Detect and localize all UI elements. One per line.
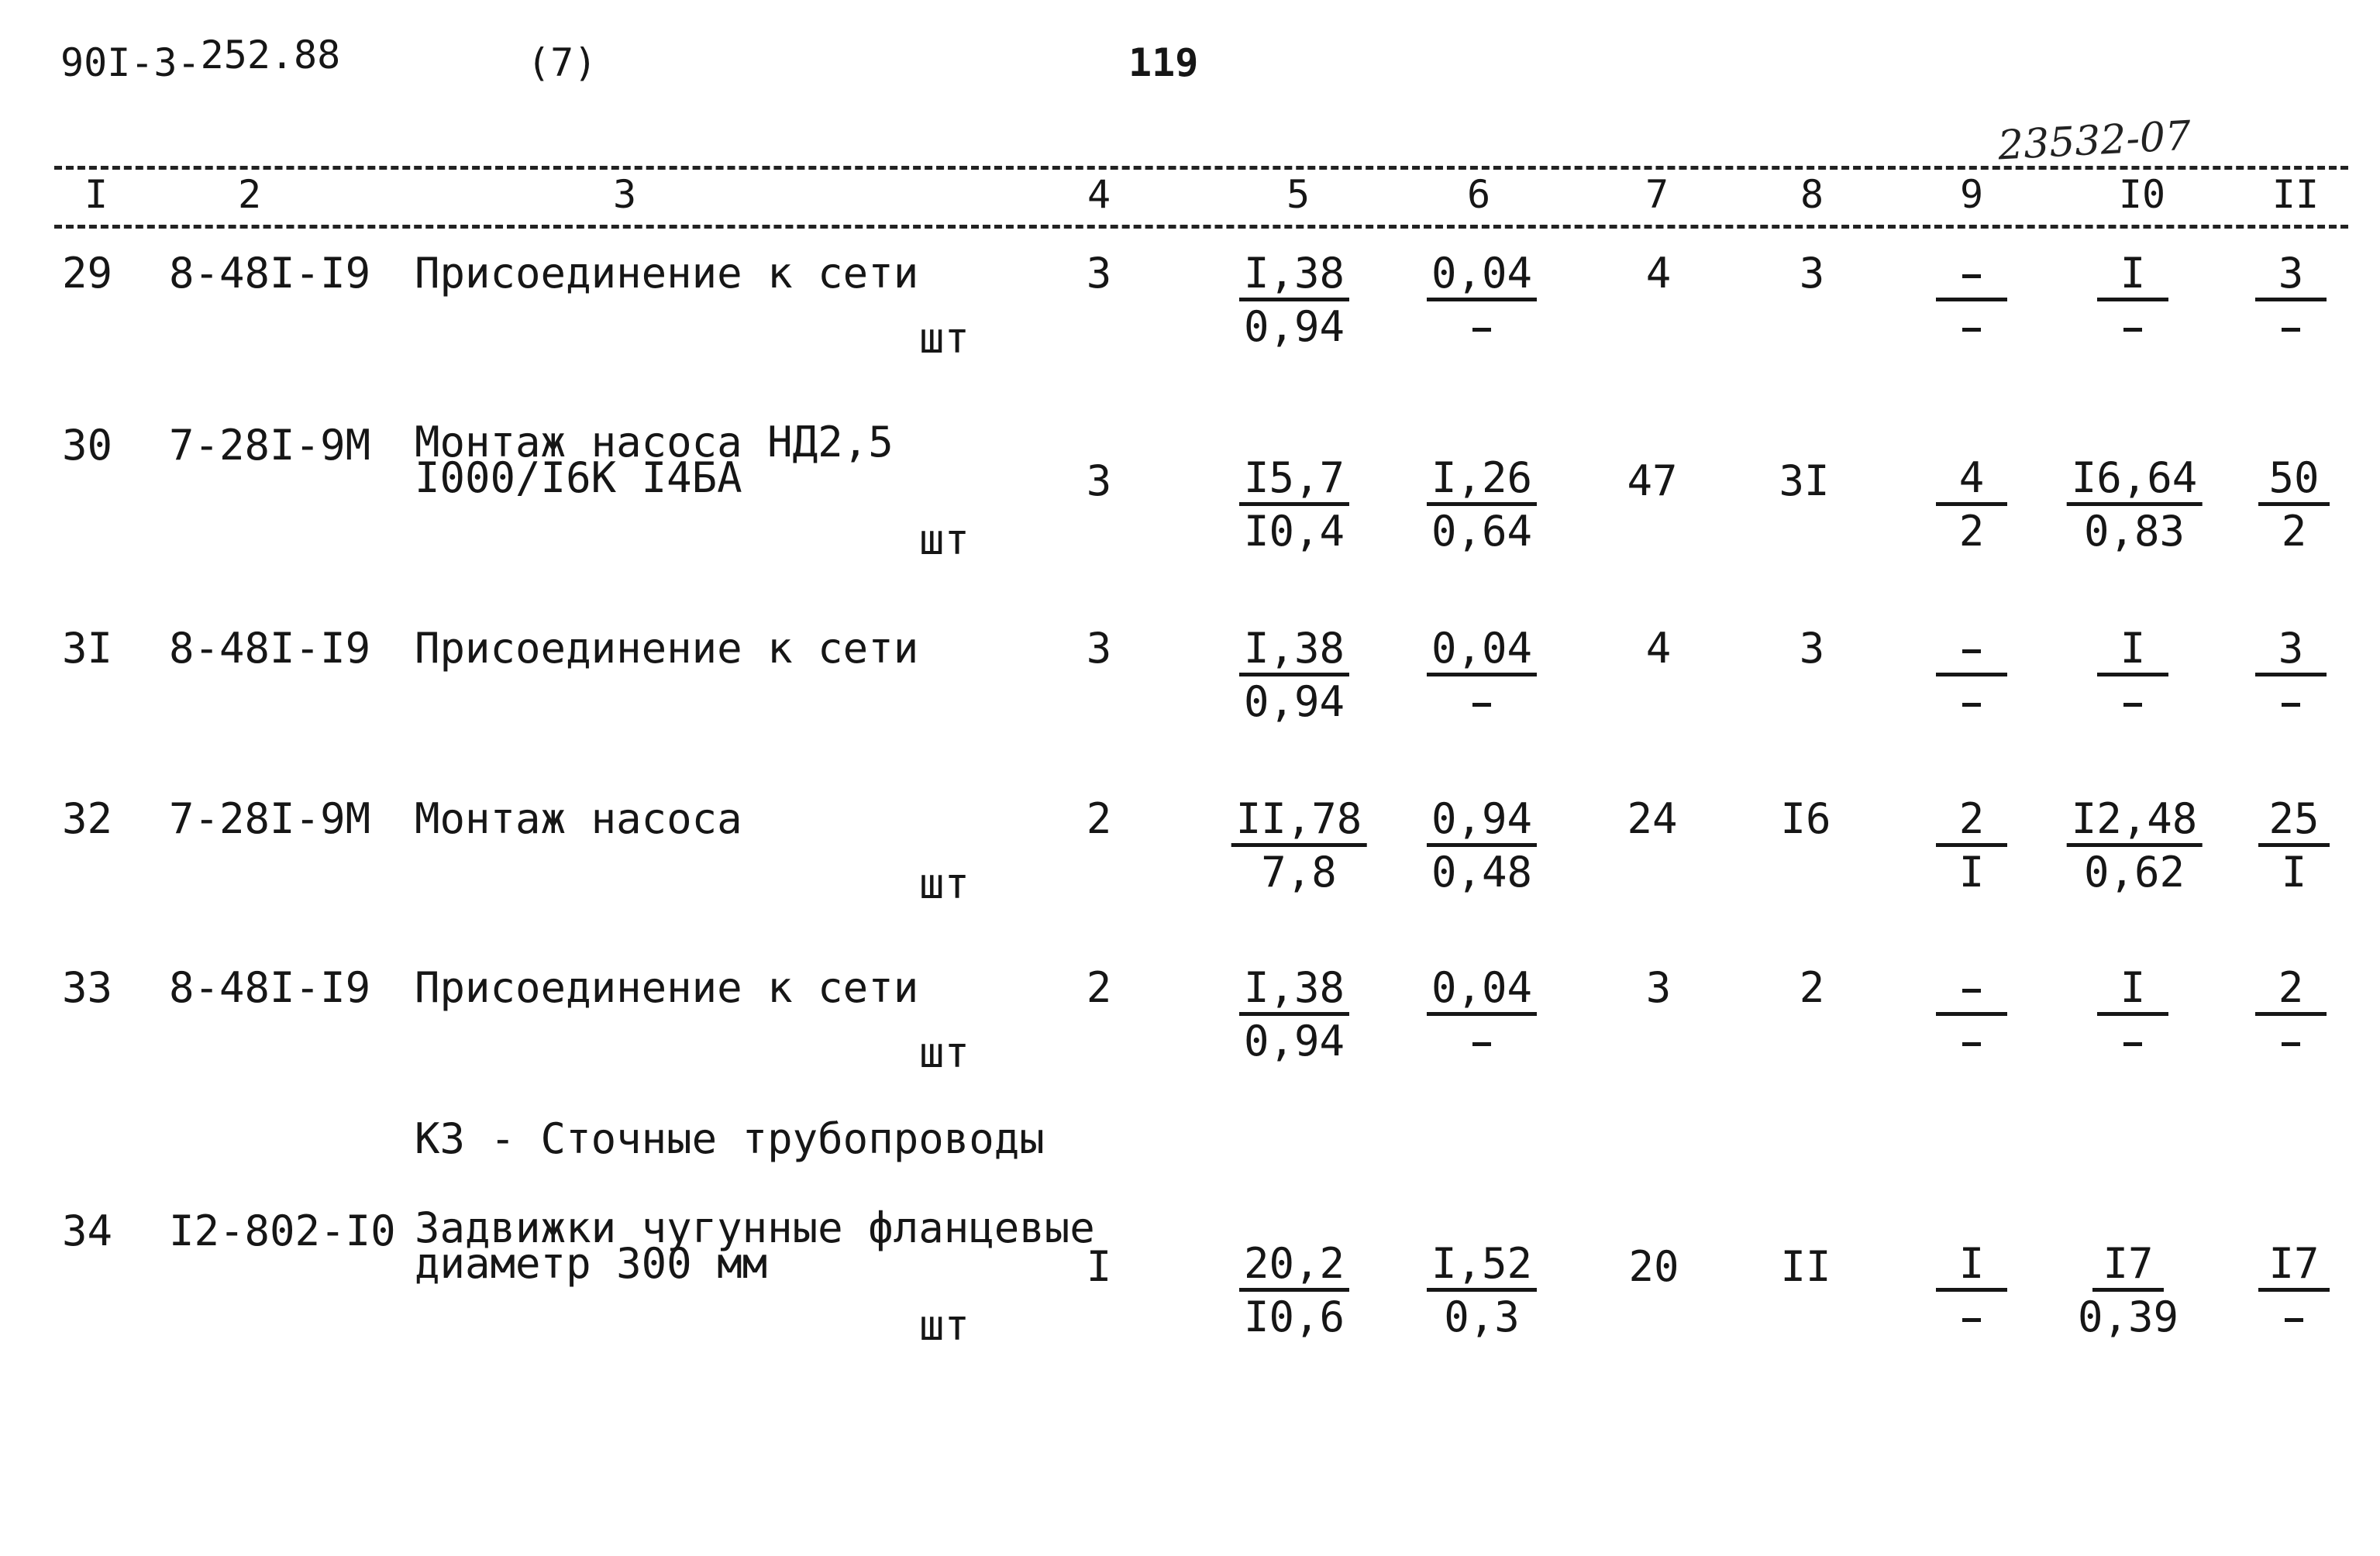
unit: шт [919, 1028, 970, 1077]
col6-value: 0,04 [1427, 967, 1537, 1062]
header-rule-top [54, 166, 2348, 170]
unit: шт [919, 515, 970, 564]
unit: шт [919, 1301, 970, 1350]
col11-value: $\frac{25}{I}$ [2258, 798, 2330, 893]
row-number: 29 [62, 249, 113, 298]
work-name: Монтаж насоса [415, 794, 742, 843]
section-title: К3 - Сточные трубопроводы [415, 1114, 1045, 1163]
dash-mark [1962, 649, 1981, 653]
col7-value: 4 [1645, 624, 1672, 673]
col11-value: 2 [2255, 967, 2327, 1062]
column-number: 7 [1645, 172, 1669, 217]
col7-value: 24 [1627, 794, 1678, 843]
work-name: Присоединение к сети [415, 963, 919, 1012]
row-number: 34 [62, 1207, 113, 1255]
quantity: 3 [1086, 249, 1112, 298]
column-number: 2 [237, 172, 262, 217]
quantity: 2 [1086, 794, 1112, 843]
col8-value: I6 [1780, 794, 1831, 843]
rate-code: 7-28I-9M [169, 421, 371, 470]
col10-value: I [2097, 253, 2168, 348]
page-number: 119 [1128, 40, 1199, 85]
rate-code: 8-48I-I9 [169, 249, 371, 298]
col9-value: $\frac{4}{2}$ [1936, 457, 2007, 553]
col7-value: 20 [1628, 1242, 1679, 1291]
col10-value: $\frac{I2,48}{0,62}$ [2067, 798, 2203, 893]
column-number: I [84, 172, 108, 217]
col5-value: $\frac{II,78}{7,8}$ [1231, 798, 1367, 893]
sheet-number: (7) [527, 40, 598, 85]
col10-value: $\frac{I7}{0,39}$ [2077, 1239, 2179, 1341]
col9-value [1936, 628, 2007, 723]
col10-value: $\frac{I6,64}{0,83}$ [2067, 457, 2203, 553]
column-number: 9 [1959, 172, 1984, 217]
dash-mark [1962, 1318, 1981, 1322]
dash-mark [2285, 1318, 2303, 1322]
column-number: 6 [1466, 172, 1491, 217]
document-code-suffix: 252.88 [200, 33, 341, 77]
rate-code: 8-48I-I9 [169, 963, 371, 1012]
col8-value: 3I [1779, 456, 1830, 505]
dash-mark [1472, 1042, 1491, 1046]
col6-value: $\frac{I,26}{0,64}$ [1427, 457, 1537, 553]
dash-mark [2123, 328, 2142, 332]
col9-value: I [1936, 1243, 2007, 1338]
col6-value: $\frac{I,52}{0,3}$ [1427, 1243, 1537, 1338]
unit: шт [919, 314, 970, 363]
dash-mark [1962, 1042, 1981, 1046]
quantity: 3 [1086, 624, 1112, 673]
work-name: Присоединение к сети [415, 249, 919, 298]
col8-value: 3 [1799, 624, 1825, 673]
column-number: II [2272, 172, 2320, 217]
work-name: Присоединение к сети [415, 624, 919, 673]
col8-value: 2 [1799, 963, 1825, 1012]
row-number: 33 [62, 963, 113, 1012]
document-code [60, 33, 341, 85]
header-rule-bottom [54, 225, 2348, 229]
row-number: 30 [62, 421, 113, 470]
column-number: I0 [2118, 172, 2166, 217]
dash-mark [1472, 328, 1491, 332]
col9-value: $\frac{2}{I}$ [1936, 798, 2007, 893]
column-number: 5 [1286, 172, 1311, 217]
dash-mark [1962, 328, 1981, 332]
col11-value: I7 [2258, 1243, 2330, 1338]
col6-value: 0,04 [1427, 253, 1537, 348]
dash-mark [2282, 1042, 2300, 1046]
col7-value: 4 [1645, 249, 1672, 298]
quantity: 3 [1086, 456, 1112, 505]
col7-value: 3 [1645, 963, 1672, 1012]
dash-mark [2282, 328, 2300, 332]
handwritten-mark: 23532-07 [1996, 112, 2192, 170]
col8-value: II [1780, 1242, 1831, 1291]
dash-mark [1962, 989, 1981, 993]
col11-value: 3 [2255, 628, 2327, 723]
rate-code: 8-48I-I9 [169, 624, 371, 673]
col10-value: I [2097, 628, 2168, 723]
dash-mark [2282, 703, 2300, 707]
column-number: 3 [612, 172, 637, 217]
col8-value: 3 [1799, 249, 1825, 298]
row-number: 3I [62, 624, 113, 673]
col6-value: 0,04 [1427, 628, 1537, 723]
dash-mark [1962, 703, 1981, 707]
row-number: 32 [62, 794, 113, 843]
work-name-line2: диаметр 300 мм [415, 1239, 768, 1288]
col5-value: $\frac{I,38}{0,94}$ [1239, 967, 1349, 1062]
rate-code: I2-802-I0 [169, 1207, 396, 1255]
dash-mark [2123, 703, 2142, 707]
work-name: Монтаж насоса НД2,5 [415, 418, 894, 466]
column-number: 8 [1800, 172, 1824, 217]
dash-mark [1962, 274, 1981, 278]
column-number: 4 [1087, 172, 1111, 217]
col11-value: $\frac{50}{2}$ [2258, 457, 2330, 553]
col6-value: $\frac{0,94}{0,48}$ [1427, 798, 1537, 893]
col9-value [1936, 253, 2007, 348]
work-name-line2: I000/I6К I4БА [415, 453, 742, 502]
rate-code: 7-28I-9M [169, 794, 371, 843]
col5-value: $\frac{I,38}{0,94}$ [1239, 253, 1349, 348]
col10-value: I [2097, 967, 2168, 1062]
col5-value: $\frac{20,2}{I0,6}$ [1239, 1243, 1349, 1338]
quantity: I [1086, 1242, 1112, 1291]
quantity: 2 [1086, 963, 1112, 1012]
unit: шт [919, 859, 970, 908]
work-name: Задвижки чугунные фланцевые [415, 1203, 1095, 1252]
col11-value: 3 [2255, 253, 2327, 348]
col7-value: 47 [1627, 456, 1678, 505]
document-code-prefix: 90I-3- [60, 40, 201, 85]
col5-value: $\frac{I5,7}{I0,4}$ [1239, 457, 1349, 553]
col5-value: $\frac{I,38}{0,94}$ [1239, 628, 1349, 723]
dash-mark [2123, 1042, 2142, 1046]
dash-mark [1472, 703, 1491, 707]
col9-value [1936, 967, 2007, 1062]
